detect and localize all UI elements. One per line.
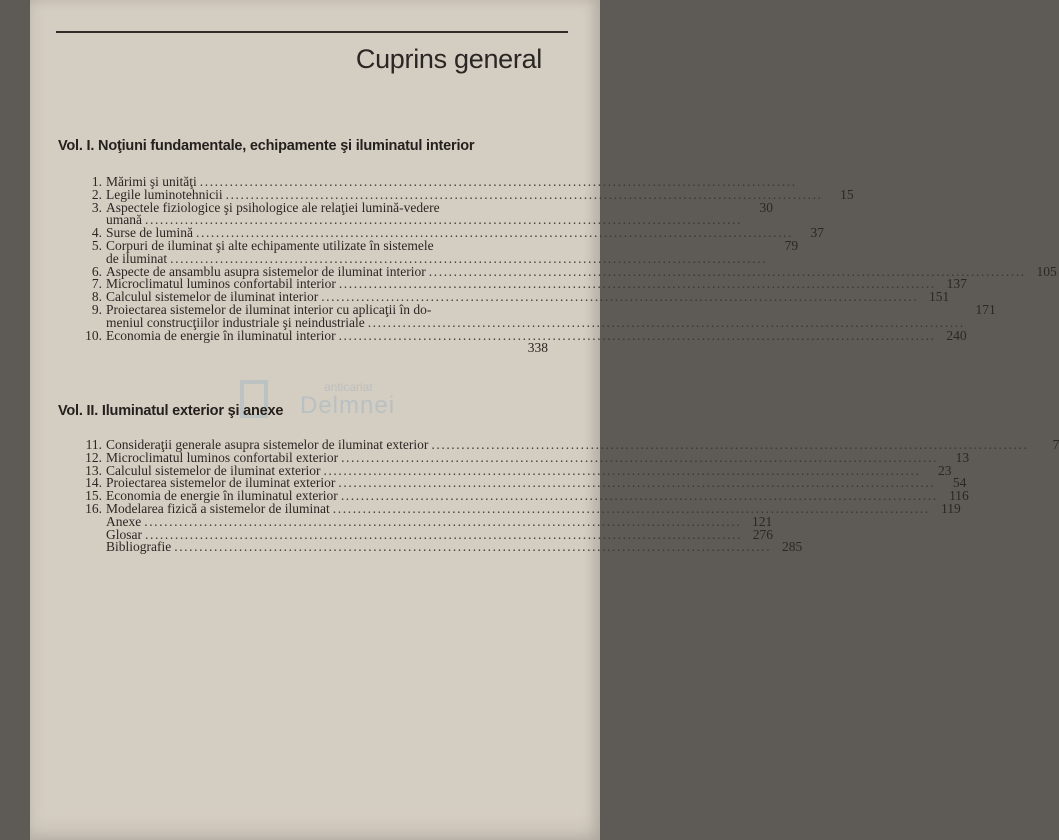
toc-leader-dots: ........................................................................................................................ [338, 475, 936, 491]
toc-entry-page: 105 [1036, 263, 1057, 279]
toc-entry-title: Consideraţii generale asupra sistemelor de iluminat exterior [106, 437, 429, 452]
toc-entry-title: Modelarea fizică a sistemelor de iluminat [106, 500, 330, 516]
toc-leader-dots: ........................................................................................................................ [338, 327, 936, 343]
toc-entry-page: 121 [751, 513, 773, 529]
toc-entry-page: 54 [952, 475, 967, 491]
toc-leader-dots: ........................................................................................................................ [225, 186, 823, 202]
toc-entry-page: 13 [955, 449, 970, 465]
toc-leader-dots: ........................................................................................................................ [367, 314, 965, 330]
toc-entry-page: 285 [781, 539, 803, 555]
toc-entry-number: 5. [91, 237, 102, 253]
toc-entry-title: de iluminat [106, 250, 168, 266]
toc-leader-dots: ........................................................................................................................ [338, 276, 936, 292]
toc-leader-dots: ........................................................................................................................ [174, 539, 772, 555]
toc-entry-page: 37 [810, 225, 824, 241]
toc-entry-title: Microclimatul luminos confortabil interior [106, 276, 336, 292]
toc-entry-number: 4. [91, 225, 102, 241]
toc-entry-page: 137 [946, 276, 967, 292]
toc-entry-number [82, 541, 102, 554]
toc-entry-title: Proiectarea sistemelor de iluminat exterior [106, 475, 336, 491]
toc-leader-dots: ........................................................................................................................ [340, 488, 938, 504]
toc-entry-number: 1. [91, 174, 102, 189]
volume-1-contents [82, 174, 1057, 356]
page-title: Cuprins general [355, 44, 542, 74]
toc-leader-dots: ........................................................................................................................ [323, 462, 921, 478]
toc-entry-title: Glosar [106, 526, 142, 542]
toc-entry-page: 30 [759, 199, 773, 215]
toc-entry-number: 7. [91, 276, 102, 292]
book-page [30, 0, 1059, 840]
toc-entry-number: 12. [85, 449, 102, 465]
toc-entry-title: Aspectele fiziologice şi psihologice ale relaţiei lumină-vedere [106, 199, 440, 215]
toc-leader-dots: ........................................................................................................................ [332, 500, 930, 516]
toc-leader-dots: ........................................................................................................................ [145, 526, 742, 542]
toc-entry-title: Bibliografie [106, 539, 172, 555]
toc-leader-dots: ........................................................................................................................ [428, 263, 1026, 279]
toc-leader-dots: ........................................................................................................................ [321, 289, 919, 305]
toc-entry-number [82, 529, 102, 542]
toc-entry [82, 199, 773, 228]
toc-leader-dots: ........................................................................................................................ [145, 212, 742, 228]
toc-entry-title: Surse de lumină [106, 225, 193, 241]
toc-entry-title: Economia de energie în iluminatul interior [106, 327, 336, 343]
volume-2-contents [82, 437, 1059, 555]
toc-entry-page: 116 [949, 488, 969, 504]
toc-entry [82, 327, 967, 343]
toc-entry-number: 14. [85, 475, 102, 491]
toc-entry-title: Corpuri de iluminat şi alte echipamente utilizate în sistemele [106, 237, 434, 253]
toc-entry-title: meniul construcţiilor industriale şi neindustriale [106, 314, 365, 330]
toc-entry-title: Calculul sistemelor de iluminat interior [106, 289, 319, 305]
toc-entry-title: Economia de energie în iluminatul exterior [106, 488, 338, 504]
toc-entry-number: 6. [91, 263, 102, 279]
toc-entry-page: 276 [752, 526, 773, 542]
header-rule [56, 31, 568, 33]
volume-2-title: Iluminatul exterior şi anexe [101, 403, 284, 419]
toc-entry-number [82, 516, 102, 529]
volume-1-heading [58, 138, 474, 154]
toc-entry-title: Legile luminotehnicii [106, 186, 223, 202]
toc-entry [82, 237, 799, 266]
volume-1-title: Noţiuni fundamentale, echipamente şi iluminatul interior [98, 138, 475, 154]
toc-leader-dots: ........................................................................................................................ [170, 250, 768, 266]
toc-entry [82, 539, 803, 555]
toc-entry-number: 2. [91, 186, 102, 202]
toc-entry-number: 8. [91, 289, 102, 305]
toc-entry-number: 9. [91, 301, 102, 317]
toc-leader-dots: ........................................................................................................................ [199, 174, 797, 189]
toc-entry-number: 11. [85, 437, 102, 452]
watermark-logo: anticariat Delmnei [240, 378, 410, 422]
toc-entry-number: 10. [85, 327, 102, 343]
toc-entry [82, 342, 548, 355]
toc-entry-page: 338 [527, 340, 548, 356]
toc-entry-page: 23 [937, 462, 952, 478]
toc-entry-page: 7 [1052, 437, 1059, 452]
toc-entry-number: 15. [85, 488, 102, 504]
toc-entry-title: Microclimatul luminos confortabil exterior [106, 449, 339, 465]
toc-entry-page: 151 [928, 289, 950, 305]
toc-entry-page: 171 [975, 301, 996, 317]
toc-entry-number [82, 342, 102, 355]
toc-entry-title: Aspecte de ansamblu asupra sistemelor de iluminat interior [106, 263, 426, 279]
toc-entry-title: Calculul sistemelor de iluminat exterior [106, 462, 321, 478]
volume-1-label: Vol. I. [58, 138, 95, 154]
volume-2-heading [58, 403, 283, 419]
toc-entry-page: 15 [840, 186, 854, 202]
toc-entry-page: 119 [941, 500, 961, 516]
toc-leader-dots: ........................................................................................................................ [144, 513, 742, 529]
toc-entry-page: 240 [946, 327, 967, 343]
toc-entry-number: 16. [85, 500, 102, 516]
toc-entry [82, 301, 996, 330]
toc-entry-page: 79 [784, 237, 799, 253]
toc-entry-title: Anexe [106, 513, 142, 529]
toc-entry-title: Proiectarea sistemelor de iluminat interior cu aplicaţii în do- [106, 301, 432, 317]
toc-leader-dots: ........................................................................................................................ [196, 225, 793, 241]
toc-leader-dots: ........................................................................................................................ [431, 437, 1029, 452]
toc-entry-number: 3. [91, 199, 102, 215]
toc-entry-title: umană [106, 212, 142, 228]
toc-leader-dots: ........................................................................................................................ [341, 449, 939, 465]
toc-entry-title: Mărimi şi unităţi [106, 174, 197, 189]
toc-entry-number: 13. [85, 462, 102, 478]
volume-2-label: Vol. II. [58, 403, 99, 419]
